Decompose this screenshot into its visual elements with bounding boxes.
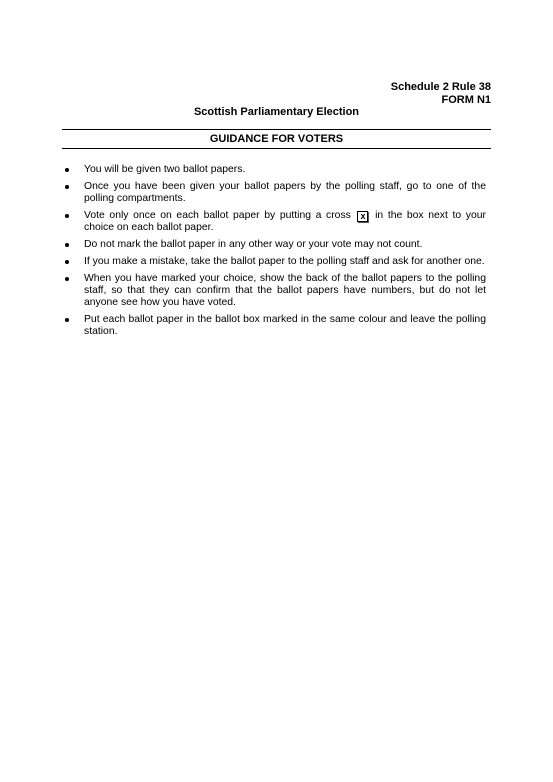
guidance-item-text-before: Vote only once on each ballot paper by putting a cross bbox=[84, 210, 351, 221]
cross-box-icon: x bbox=[357, 211, 368, 222]
guidance-item: Once you have been given your ballot papers by the polling staff, go to one of the polling compartments. bbox=[62, 181, 486, 205]
guidance-item bbox=[62, 210, 486, 234]
guidance-list bbox=[62, 164, 486, 343]
section-heading: GUIDANCE FOR VOTERS bbox=[209, 133, 344, 145]
schedule-reference: Schedule 2 Rule 38 bbox=[390, 81, 491, 93]
section-header bbox=[62, 129, 491, 149]
document-title: Scottish Parliamentary Election bbox=[193, 106, 360, 118]
guidance-item: Do not mark the ballot paper in any other way or your vote may not count. bbox=[62, 239, 486, 251]
guidance-item-text-after: in the box next to your choice on each ballot paper. bbox=[84, 210, 487, 233]
guidance-item: When you have marked your choice, show the back of the ballot papers to the polling staff, so that they can confirm that the ballot papers have numbers, but do not let anyone see how you have voted. bbox=[62, 273, 486, 309]
form-reference bbox=[391, 81, 491, 107]
guidance-item: You will be given two ballot papers. bbox=[62, 164, 486, 176]
guidance-item: If you make a mistake, take the ballot paper to the polling staff and ask for another one. bbox=[62, 256, 486, 268]
guidance-item: Put each ballot paper in the ballot box marked in the same colour and leave the polling station. bbox=[62, 314, 486, 338]
form-number: FORM N1 bbox=[441, 94, 491, 106]
